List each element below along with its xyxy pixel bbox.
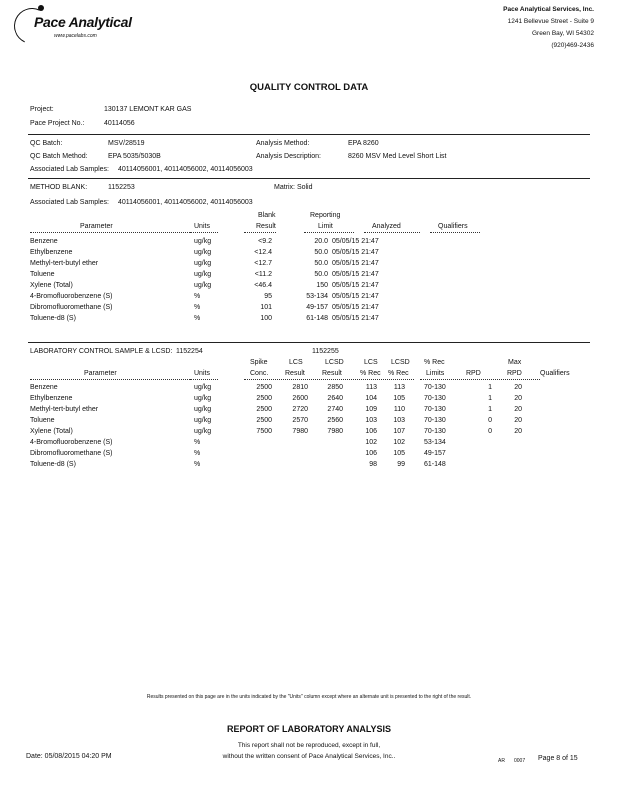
cell-units: % [194, 315, 201, 322]
company-name: Pace Analytical Services, Inc. [503, 6, 594, 13]
cell-rec-limits: 70-130 [424, 395, 446, 402]
cell-parameter: 4-Bromofluorobenzene (S) [30, 439, 113, 446]
cell-analyzed: 05/05/15 21:47 [332, 293, 379, 300]
report-code-1: AR [498, 758, 505, 764]
cell-analyzed: 05/05/15 21:47 [332, 238, 379, 245]
cell-units: % [194, 293, 201, 300]
assoc-samples-value: 40114056001, 40114056002, 40114056003 [118, 166, 253, 173]
cell-parameter: Dibromofluoromethane (S) [30, 450, 113, 457]
col-header-lcsd-rec: LCSD [391, 359, 410, 366]
cell-lcs-rec: 98 [369, 461, 377, 468]
phone-number: (920)469-2436 [551, 42, 594, 49]
cell-lcs-rec: 106 [365, 428, 377, 435]
cell-lcsd-result: 2560 [327, 417, 343, 424]
pace-project-label: Pace Project No.: [30, 120, 85, 127]
cell-rec-limits: 53-134 [424, 439, 446, 446]
cell-max-rpd: 20 [514, 417, 522, 424]
report-title: REPORT OF LABORATORY ANALYSIS [226, 724, 392, 734]
cell-parameter: Dibromofluoromethane (S) [30, 304, 113, 311]
cell-lcs-result: 2600 [292, 395, 308, 402]
blank-assoc-label: Associated Lab Samples: [30, 199, 109, 206]
header-underline [430, 232, 480, 233]
col-header-parameter: Parameter [80, 223, 113, 230]
col-header-lcs-rec: LCS [364, 359, 378, 366]
col-header-qualifiers: Qualifiers [540, 370, 570, 377]
cell-lcsd-rec: 103 [393, 417, 405, 424]
col-header-qualifiers: Qualifiers [438, 223, 468, 230]
cell-lcsd-result: 2740 [327, 406, 343, 413]
cell-lcs-rec: 102 [365, 439, 377, 446]
header-underline [364, 232, 420, 233]
cell-lcs-rec: 106 [365, 450, 377, 457]
cell-analyzed: 05/05/15 21:47 [332, 304, 379, 311]
col-header-limit: Limit [318, 223, 333, 230]
divider [28, 342, 590, 343]
cell-units: ug/kg [194, 238, 212, 245]
cell-lcs-result: 7980 [292, 428, 308, 435]
col-header-lcs-pct-rec: % Rec [360, 370, 381, 377]
cell-reporting-limit: 150 [316, 282, 328, 289]
header-underline [420, 379, 540, 380]
cell-analyzed: 05/05/15 21:47 [332, 315, 379, 322]
col-header-units: Units [194, 223, 210, 230]
cell-rec-limits: 61-148 [424, 461, 446, 468]
cell-units: % [194, 439, 201, 446]
cell-blank-result: 100 [260, 315, 272, 322]
project-value: 130137 LEMONT KAR GAS [104, 106, 192, 113]
cell-reporting-limit: 50.0 [314, 260, 328, 267]
cell-spike-conc: 2500 [256, 417, 272, 424]
analysis-desc-value: 8260 MSV Med Level Short List [348, 153, 447, 160]
cell-max-rpd: 20 [514, 384, 522, 391]
cell-max-rpd: 20 [514, 395, 522, 402]
cell-rec-limits: 70-130 [424, 428, 446, 435]
assoc-samples-label: Associated Lab Samples: [30, 166, 109, 173]
col-header-lcs: LCS [289, 359, 303, 366]
cell-reporting-limit: 49-157 [306, 304, 328, 311]
cell-blank-result: <46.4 [254, 282, 272, 289]
cell-lcs-rec: 104 [365, 395, 377, 402]
cell-rpd: 0 [488, 428, 492, 435]
cell-lcsd-rec: 113 [393, 384, 405, 391]
cell-rpd: 1 [488, 384, 492, 391]
reproduction-notice-1: This report shall not be reproduced, except in full, [237, 742, 381, 749]
col-header-units: Units [194, 370, 210, 377]
cell-parameter: Methyl-tert-butyl ether [30, 406, 99, 413]
cell-analyzed: 05/05/15 21:47 [332, 260, 379, 267]
cell-units: ug/kg [194, 428, 212, 435]
qc-batch-value: MSV/28519 [108, 140, 145, 147]
cell-parameter: Ethylbenzene [30, 395, 73, 402]
cell-units: ug/kg [194, 249, 212, 256]
units-note: Results presented on this page are in the units indicated by the "Units" column except where an alternate unit is presented to the right of the result. [146, 694, 472, 700]
col-header-rec-limits: % Rec [424, 359, 445, 366]
cell-units: ug/kg [194, 271, 212, 278]
cell-units: ug/kg [194, 417, 212, 424]
cell-rec-limits: 49-157 [424, 450, 446, 457]
cell-blank-result: <12.4 [254, 249, 272, 256]
cell-rec-limits: 70-130 [424, 384, 446, 391]
header-underline [304, 232, 354, 233]
cell-spike-conc: 2500 [256, 384, 272, 391]
analysis-method-label: Analysis Method: [256, 140, 310, 147]
col-header-spike: Spike [250, 359, 268, 366]
col-header-result: Result [256, 223, 276, 230]
lcsd-id: 1152255 [312, 348, 339, 355]
page-number: Page 8 of 15 [538, 755, 578, 762]
header-underline [244, 232, 276, 233]
reproduction-notice-2: without the written consent of Pace Analytical Services, Inc.. [222, 753, 396, 760]
cell-lcs-result: 2570 [292, 417, 308, 424]
cell-parameter: Toluene-d8 (S) [30, 461, 76, 468]
logo-tagline: www.pacelabs.com [54, 33, 97, 39]
col-header-reporting: Reporting [310, 212, 341, 219]
cell-rec-limits: 70-130 [424, 417, 446, 424]
cell-parameter: Toluene [30, 271, 55, 278]
cell-rec-limits: 70-130 [424, 406, 446, 413]
address-line-1: 1241 Bellevue Street - Suite 9 [507, 18, 594, 25]
cell-parameter: 4-Bromofluorobenzene (S) [30, 293, 113, 300]
cell-lcs-rec: 109 [365, 406, 377, 413]
cell-reporting-limit: 20.0 [314, 238, 328, 245]
cell-lcsd-rec: 107 [393, 428, 405, 435]
col-header-rpd-2: RPD [507, 370, 522, 377]
cell-max-rpd: 20 [514, 406, 522, 413]
cell-lcs-result: 2720 [292, 406, 308, 413]
cell-units: % [194, 304, 201, 311]
cell-units: % [194, 450, 201, 457]
cell-parameter: Xylene (Total) [30, 282, 73, 289]
col-header-max-rpd: Max [508, 359, 522, 366]
cell-rpd: 1 [488, 395, 492, 402]
cell-units: % [194, 461, 201, 468]
divider [28, 134, 590, 135]
cell-blank-result: 101 [260, 304, 272, 311]
report-code-2: 0007 [514, 758, 526, 764]
method-blank-id: 1152253 [108, 184, 135, 191]
header-underline [244, 379, 414, 380]
qc-batch-label: QC Batch: [30, 140, 63, 147]
cell-units: ug/kg [194, 406, 212, 413]
cell-analyzed: 05/05/15 21:47 [332, 282, 379, 289]
cell-analyzed: 05/05/15 21:47 [332, 271, 379, 278]
col-header-blank: Blank [258, 212, 276, 219]
cell-spike-conc: 2500 [256, 406, 272, 413]
cell-lcs-rec: 113 [365, 384, 377, 391]
lcs-id: 1152254 [176, 348, 203, 355]
col-header-parameter: Parameter [84, 370, 117, 377]
cell-lcs-rec: 103 [365, 417, 377, 424]
blank-assoc-value: 40114056001, 40114056002, 40114056003 [118, 199, 253, 206]
divider [28, 178, 590, 179]
cell-reporting-limit: 50.0 [314, 271, 328, 278]
method-blank-label: METHOD BLANK: [30, 184, 88, 191]
header-underline [190, 379, 218, 380]
cell-blank-result: <12.7 [254, 260, 272, 267]
cell-parameter: Toluene [30, 417, 55, 424]
cell-blank-result: <9.2 [258, 238, 272, 245]
col-header-limits: Limits [426, 370, 445, 377]
cell-lcsd-rec: 102 [393, 439, 405, 446]
col-header-lcsd-pct-rec: % Rec [388, 370, 409, 377]
cell-rpd: 1 [488, 406, 492, 413]
header-underline [190, 232, 218, 233]
cell-units: ug/kg [194, 384, 212, 391]
cell-rpd: 0 [488, 417, 492, 424]
report-date: Date: 05/08/2015 04:20 PM [26, 753, 112, 760]
cell-parameter: Benzene [30, 238, 58, 245]
cell-units: ug/kg [194, 260, 212, 267]
cell-reporting-limit: 50.0 [314, 249, 328, 256]
header-underline [30, 232, 192, 233]
lcs-heading-label: LABORATORY CONTROL SAMPLE & LCSD: [30, 348, 173, 355]
cell-lcsd-result: 2850 [327, 384, 343, 391]
address-line-2: Green Bay, WI 54302 [531, 30, 594, 37]
col-header-analyzed: Analyzed [372, 223, 401, 230]
cell-lcsd-result: 2640 [327, 395, 343, 402]
cell-reporting-limit: 53-134 [306, 293, 328, 300]
cell-analyzed: 05/05/15 21:47 [332, 249, 379, 256]
page-title: QUALITY CONTROL DATA [249, 82, 369, 93]
cell-lcsd-result: 7980 [327, 428, 343, 435]
project-label: Project: [30, 106, 54, 113]
col-header-rpd: RPD [466, 370, 481, 377]
cell-blank-result: <11.2 [254, 271, 272, 278]
qc-method-value: EPA 5035/5030B [108, 153, 161, 160]
cell-lcsd-rec: 99 [397, 461, 405, 468]
cell-parameter: Xylene (Total) [30, 428, 73, 435]
cell-lcs-result: 2810 [292, 384, 308, 391]
cell-spike-conc: 2500 [256, 395, 272, 402]
cell-parameter: Methyl-tert-butyl ether [30, 260, 99, 267]
matrix-label: Matrix: Solid [274, 184, 313, 191]
cell-max-rpd: 20 [514, 428, 522, 435]
cell-parameter: Ethylbenzene [30, 249, 73, 256]
cell-blank-result: 95 [264, 293, 272, 300]
col-header-lcs-result: Result [285, 370, 305, 377]
cell-reporting-limit: 61-148 [306, 315, 328, 322]
cell-lcsd-rec: 110 [393, 406, 405, 413]
analysis-method-value: EPA 8260 [348, 140, 379, 147]
cell-lcsd-rec: 105 [393, 450, 405, 457]
cell-spike-conc: 7500 [256, 428, 272, 435]
header-underline [30, 379, 192, 380]
cell-parameter: Benzene [30, 384, 58, 391]
col-header-lcsd: LCSD [325, 359, 344, 366]
col-header-lcsd-result: Result [322, 370, 342, 377]
cell-units: ug/kg [194, 395, 212, 402]
cell-units: ug/kg [194, 282, 212, 289]
cell-lcsd-rec: 105 [393, 395, 405, 402]
logo-name: Pace Analytical [34, 14, 132, 30]
logo-dot-icon [38, 5, 44, 11]
pace-project-value: 40114056 [104, 120, 135, 127]
qc-method-label: QC Batch Method: [30, 153, 88, 160]
analysis-desc-label: Analysis Description: [256, 153, 321, 160]
cell-parameter: Toluene-d8 (S) [30, 315, 76, 322]
col-header-conc: Conc. [250, 370, 269, 377]
